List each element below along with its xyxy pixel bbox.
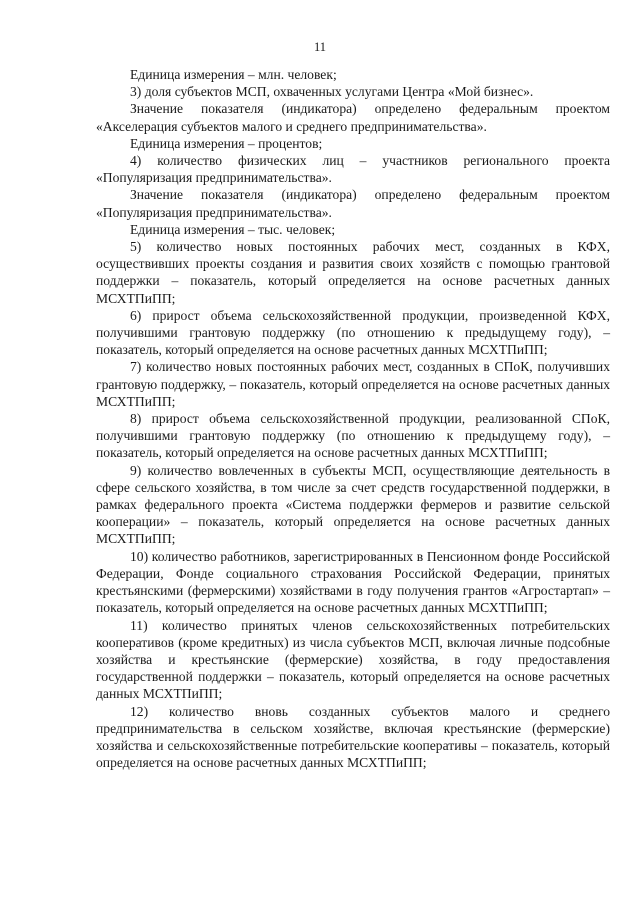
paragraph: Единица измерения – млн. человек; xyxy=(130,67,337,82)
paragraph: 9) количество вовлеченных в субъекты МСП, осуществляющие деятельность в сфере сельского хозяйства, в том числе за счет средств государственной поддержки, в рамках федерального проекта «Система поддержки фермеров и развитие сельской кооперации» – показатель, который определяется на основе расчетных данных МСХТПиПП; xyxy=(96,462,610,547)
paragraph: Значение показателя (индикатора) определено федеральным проектом «Популяризация предпринимательства». xyxy=(96,187,610,220)
paragraph: 8) прирост объема сельскохозяйственной продукции, реализованной СПоК, получившими грантовую поддержку (по отношению к предыдущему году), – показатель, который определяется на основе расчетных данных МСХТПиПП; xyxy=(96,411,610,461)
document-body xyxy=(96,66,610,771)
paragraph: Единица измерения – процентов; xyxy=(130,135,323,151)
paragraph: 3) доля субъектов МСП, охваченных услугами Центра «Мой бизнес». xyxy=(130,84,534,100)
paragraph: 6) прирост объема сельскохозяйственной продукции, произведенной КФХ, получившими грантовую поддержку (по отношению к предыдущему году), – показатель, который определяется на основе расчетных данных МСХТПиПП; xyxy=(96,307,610,358)
paragraph: Значение показателя (индикатора) определено федеральным проектом «Акселерация субъектов малого и среднего предпринимательства». xyxy=(96,101,610,134)
paragraph: 12) количество вновь созданных субъектов малого и среднего предпринимательства в сельском хозяйстве, включая крестьянские (фермерские) хозяйства и сельскохозяйственные потребительские кооперативы – показатель, который определяется на основе расчетных данных МСХТПиПП; xyxy=(96,703,610,771)
paragraph: 4) количество физических лиц – участников регионального проекта «Популяризация предпринимательства». xyxy=(96,153,610,186)
paragraph: 5) количество новых постоянных рабочих мест, созданных в КФХ, осуществивших проекты создания и развития своих хозяйств с помощью грантовой поддержки – показатель, который определяется на основе расчетных данных МСХТПиПП; xyxy=(96,239,610,306)
paragraph: 10) количество работников, зарегистрированных в Пенсионном фонде Российской Федерации, Фонде социального страхования Российской Федерации, принятых крестьянскими (фермерскими) хозяйствами в году получения грантов «Агростартап» – показатель, который определяется на основе расчетных данных МСХТПиПП; xyxy=(96,548,610,616)
page-number: 11 xyxy=(313,40,327,54)
paragraph: Единица измерения – тыс. человек; xyxy=(130,221,336,237)
paragraph: 7) количество новых постоянных рабочих мест, созданных в СПоК, получивших грантовую поддержку, – показатель, который определяется на основе расчетных данных МСХТПиПП; xyxy=(96,359,610,409)
paragraph: 11) количество принятых членов сельскохозяйственных потребительских кооперативов (кроме кредитных) из числа субъектов МСП, включая личные подсобные хозяйства и крестьянские (фермерские) хозяйства, в году предоставления государственной поддержки – показатель, который определяется на основе расчетных данных МСХТПиПП; xyxy=(96,617,610,702)
